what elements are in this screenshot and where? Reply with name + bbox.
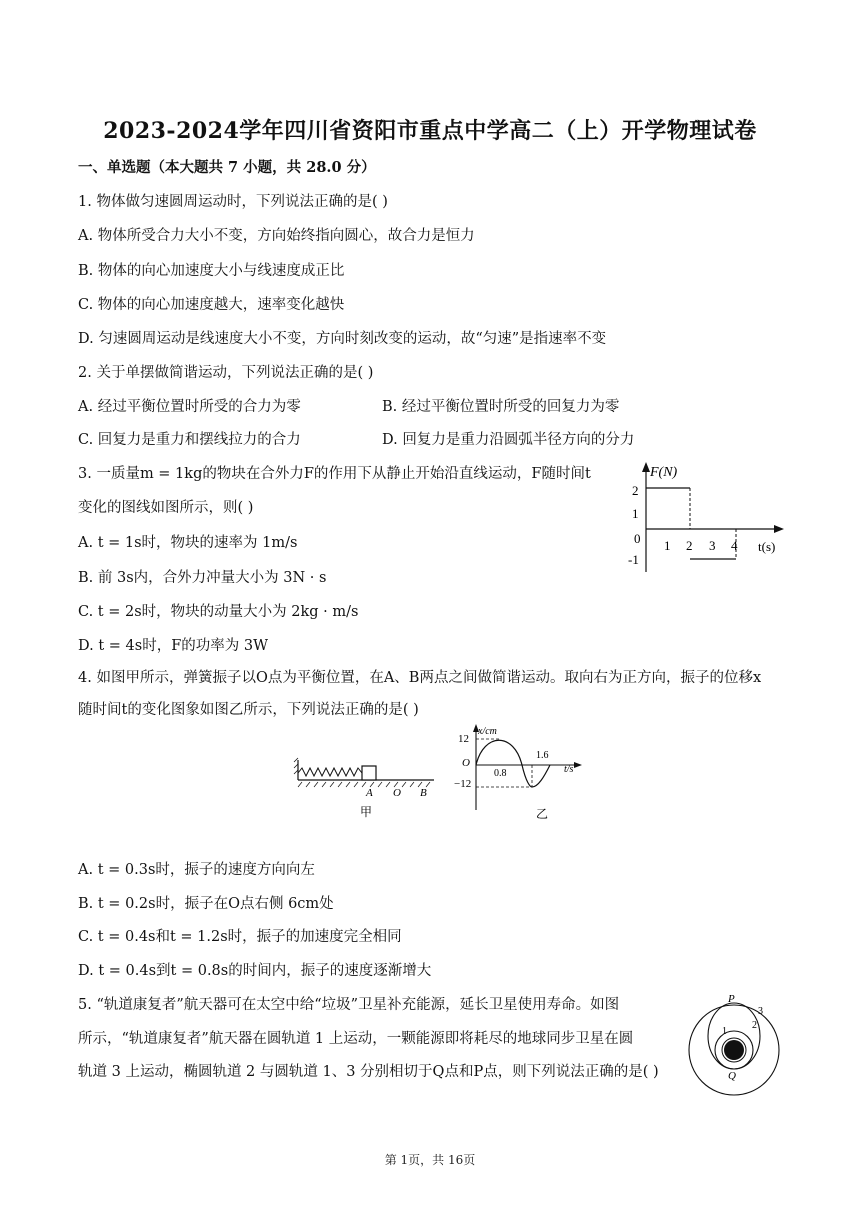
q1-option-a: A. 物体所受合力大小不变，方向始终指向圆心，故合力是恒力: [78, 228, 475, 244]
q4-xtick-1-6: 1.6: [536, 750, 549, 761]
sine-curve: [476, 740, 532, 787]
q4-ytick-neg12: −12: [454, 778, 472, 790]
orbit-2-label: 2: [752, 1020, 757, 1031]
q4-stem-line1: 4. 如图甲所示，弹簧振子以O点为平衡位置，在A、B两点之间做简谐运动。取向右为正方向，振子的位移x: [78, 670, 762, 686]
q4-spring-oscillator-figure: [290, 752, 440, 822]
q3-stem-line2: 变化的图线如图所示，则( ): [78, 500, 254, 516]
q4-stem-line2: 随时间t的变化图象如图乙所示，下列说法正确的是( ): [78, 702, 419, 718]
earth: [724, 1040, 744, 1060]
fig-jia-caption: 甲: [360, 805, 373, 819]
q3-y-axis-label: F(N): [650, 465, 678, 480]
q1-option-c: C. 物体的向心加速度越大，速率变化越快: [78, 297, 345, 313]
q3-option-d: D. t = 4s时，F的功率为 3W: [78, 638, 268, 654]
q4-xtick-0-8: 0.8: [494, 768, 507, 779]
q3-ytick-2: 2: [632, 483, 639, 498]
q4-ytick-12: 12: [458, 733, 469, 745]
q1-stem: 1. 物体做匀速圆周运动时，下列说法正确的是( ): [78, 194, 388, 210]
q1-option-d: D. 匀速圆周运动是线速度大小不变，方向时刻改变的运动，故“匀速”是指速率不变: [78, 331, 607, 347]
q3-xtick-3: 3: [709, 538, 716, 553]
q4-y-axis-label: x/cm: [478, 726, 497, 737]
point-b-label: B: [420, 787, 427, 799]
section-heading: 一、单选题（本大题共 7 小题，共 28.0 分）: [78, 159, 376, 176]
q5-orbit-figure: [682, 992, 782, 1104]
q3-ytick-neg1: -1: [628, 552, 639, 567]
q3-xtick-1: 1: [664, 538, 671, 553]
q3-ytick-0: 0: [634, 531, 641, 546]
q5-stem-line3: 轨道 3 上运动，椭圆轨道 2 与圆轨道 1、3 分别相切于Q点和P点，则下列说法正确的是( ): [78, 1064, 659, 1080]
point-a-label: A: [366, 787, 373, 799]
spring: [298, 768, 362, 776]
q5-stem-line2: 所示，“轨道康复者”航天器在圆轨道 1 上运动，一颗能源即将耗尽的地球同步卫星在圆: [78, 1031, 634, 1047]
q1-option-b: B. 物体的向心加速度大小与线速度成正比: [78, 263, 345, 279]
q2-option-a: A. 经过平衡位置时所受的合力为零: [78, 399, 301, 415]
q4-x-axis-label: t/s: [564, 764, 574, 775]
orbit-3-label: 3: [758, 1006, 763, 1017]
q3-option-c: C. t = 2s时，物块的动量大小为 2kg · m/s: [78, 604, 359, 620]
q3-xtick-4: 4: [731, 538, 738, 553]
oscillator-block: [362, 766, 376, 780]
q4-option-b: B. t = 0.2s时，振子在O点右侧 6cm处: [78, 896, 334, 912]
q3-stem-line1: 3. 一质量m = 1kg的物块在合外力F的作用下从静止开始沿直线运动，F随时间t: [78, 466, 591, 482]
q3-ytick-1: 1: [632, 506, 639, 521]
q3-option-b: B. 前 3s内，合外力冲量大小为 3N · s: [78, 570, 327, 586]
q3-force-time-graph: [620, 460, 790, 575]
q2-stem: 2. 关于单摆做简谐运动，下列说法正确的是( ): [78, 365, 374, 381]
q2-option-d: D. 回复力是重力沿圆弧半径方向的分力: [382, 432, 635, 448]
q4-option-a: A. t = 0.3s时，振子的速度方向向左: [78, 862, 315, 878]
q5-stem-line1: 5. “轨道康复者”航天器可在太空中给“垃圾”卫星补充能源，延长卫星使用寿命。如图: [78, 997, 620, 1013]
q3-xtick-2: 2: [686, 538, 693, 553]
q2-option-b: B. 经过平衡位置时所受的回复力为零: [382, 399, 620, 415]
q2-option-c: C. 回复力是重力和摆线拉力的合力: [78, 432, 301, 448]
q4-option-c: C. t = 0.4s和t = 1.2s时，振子的加速度完全相同: [78, 929, 402, 945]
q3-option-a: A. t = 1s时，物块的速率为 1m/s: [78, 535, 298, 551]
page-footer: 第 1页，共 16页: [384, 1153, 476, 1167]
page-title: 2023-2024学年四川省资阳市重点中学高二（上）开学物理试卷: [103, 118, 757, 144]
orbit-1-label: 1: [722, 1026, 727, 1037]
point-q-label: Q: [728, 1070, 736, 1082]
q4-option-d: D. t = 0.4s到t = 0.8s的时间内，振子的速度逐渐增大: [78, 963, 432, 979]
point-o-label: O: [393, 787, 401, 799]
point-p-label: P: [728, 993, 735, 1005]
q4-displacement-time-graph: [450, 722, 590, 822]
q4-origin-label: O: [462, 757, 470, 769]
fig-yi-caption: 乙: [536, 807, 549, 821]
q3-x-axis-label: t(s): [758, 539, 776, 554]
